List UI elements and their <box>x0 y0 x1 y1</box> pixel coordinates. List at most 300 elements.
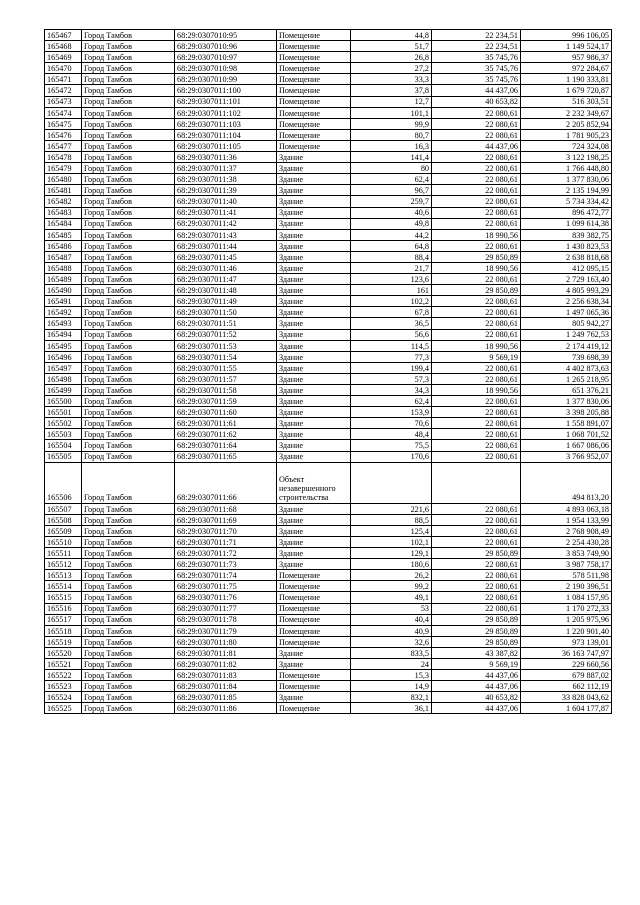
object-type-cell: Помещение <box>277 603 351 614</box>
specific-value-cell: 22 080,61 <box>432 329 521 340</box>
table-row <box>45 129 612 140</box>
table-row <box>45 74 612 85</box>
area-cell: 67,8 <box>351 307 432 318</box>
object-type-cell: Здание <box>277 329 351 340</box>
cadastral-value-cell: 578 511,98 <box>521 570 612 581</box>
row-number-cell: 165490 <box>45 285 82 296</box>
cadastral-value-cell: 2 135 194,99 <box>521 185 612 196</box>
city-name-cell: Город Тамбов <box>82 251 175 262</box>
object-type-cell: Здание <box>277 174 351 185</box>
cadastral-value-cell: 3 853 749,90 <box>521 548 612 559</box>
cadastral-value-cell: 3 398 205,88 <box>521 407 612 418</box>
area-cell: 26,8 <box>351 52 432 63</box>
cadastral-value-cell: 1 679 720,87 <box>521 85 612 96</box>
area-cell: 12,7 <box>351 96 432 107</box>
cadastral-value-cell: 1 954 133,99 <box>521 514 612 525</box>
city-name-cell: Город Тамбов <box>82 647 175 658</box>
area-cell: 180,6 <box>351 559 432 570</box>
area-cell: 75,5 <box>351 440 432 451</box>
cadastral-value-cell: 896 472,77 <box>521 207 612 218</box>
cadastral-value-cell: 1 667 086,06 <box>521 440 612 451</box>
cadastral-number-cell: 68:29:0307011:64 <box>175 440 277 451</box>
specific-value-cell: 22 080,61 <box>432 362 521 373</box>
cadastral-value-cell: 1 249 762,53 <box>521 329 612 340</box>
specific-value-cell: 29 850,89 <box>432 548 521 559</box>
city-name-cell: Город Тамбов <box>82 307 175 318</box>
specific-value-cell: 9 569,19 <box>432 351 521 362</box>
city-name-cell: Город Тамбов <box>82 429 175 440</box>
object-type-cell: Здание <box>277 185 351 196</box>
cadastral-number-cell: 68:29:0307011:82 <box>175 658 277 669</box>
table-row <box>45 603 612 614</box>
cadastral-value-cell: 1 604 177,87 <box>521 703 612 714</box>
table-row <box>45 514 612 525</box>
cadastral-number-cell: 68:29:0307011:61 <box>175 418 277 429</box>
specific-value-cell: 22 080,61 <box>432 218 521 229</box>
table-row <box>45 140 612 151</box>
cadastral-number-cell: 68:29:0307011:62 <box>175 429 277 440</box>
cadastral-number-cell: 68:29:0307011:80 <box>175 636 277 647</box>
object-type-cell: Помещение <box>277 140 351 151</box>
area-cell: 62,4 <box>351 396 432 407</box>
area-cell: 24 <box>351 658 432 669</box>
row-number-cell: 165492 <box>45 307 82 318</box>
object-type-cell: Объект незавершенного строительства <box>277 462 351 503</box>
cadastral-number-cell: 68:29:0307011:74 <box>175 570 277 581</box>
area-cell: 14,9 <box>351 681 432 692</box>
table-row <box>45 440 612 451</box>
row-number-cell: 165479 <box>45 163 82 174</box>
cadastral-value-cell: 973 139,01 <box>521 636 612 647</box>
area-cell: 125,4 <box>351 525 432 536</box>
city-name-cell: Город Тамбов <box>82 385 175 396</box>
cadastral-number-cell: 68:29:0307011:78 <box>175 614 277 625</box>
area-cell: 36,1 <box>351 703 432 714</box>
cadastral-number-cell: 68:29:0307011:83 <box>175 670 277 681</box>
city-name-cell: Город Тамбов <box>82 196 175 207</box>
cadastral-value-cell: 2 256 638,34 <box>521 296 612 307</box>
city-name-cell: Город Тамбов <box>82 218 175 229</box>
row-number-cell: 165518 <box>45 625 82 636</box>
cadastral-number-cell: 68:29:0307011:71 <box>175 536 277 547</box>
cadastral-number-cell: 68:29:0307011:42 <box>175 218 277 229</box>
cadastral-number-cell: 68:29:0307011:76 <box>175 592 277 603</box>
row-number-cell: 165480 <box>45 174 82 185</box>
table-row <box>45 207 612 218</box>
table-row <box>45 229 612 240</box>
area-cell: 36,5 <box>351 318 432 329</box>
specific-value-cell: 22 080,61 <box>432 129 521 140</box>
city-name-cell: Город Тамбов <box>82 96 175 107</box>
area-cell: 101,1 <box>351 107 432 118</box>
specific-value-cell: 22 080,61 <box>432 536 521 547</box>
row-number-cell: 165476 <box>45 129 82 140</box>
specific-value-cell: 22 080,61 <box>432 440 521 451</box>
object-type-cell: Здание <box>277 536 351 547</box>
table-row <box>45 418 612 429</box>
specific-value-cell: 22 080,61 <box>432 603 521 614</box>
row-number-cell: 165499 <box>45 385 82 396</box>
specific-value-cell: 22 080,61 <box>432 429 521 440</box>
cadastral-value-cell: 1 766 448,80 <box>521 163 612 174</box>
table-row <box>45 548 612 559</box>
row-number-cell: 165472 <box>45 85 82 96</box>
table-row <box>45 681 612 692</box>
cadastral-value-cell: 1 068 701,52 <box>521 429 612 440</box>
table-row <box>45 592 612 603</box>
cadastral-number-cell: 68:29:0307011:84 <box>175 681 277 692</box>
cadastral-value-cell: 839 382,75 <box>521 229 612 240</box>
specific-value-cell: 22 080,61 <box>432 396 521 407</box>
specific-value-cell: 22 080,61 <box>432 274 521 285</box>
cadastral-number-cell: 68:29:0307011:60 <box>175 407 277 418</box>
cadastral-value-cell: 1 099 614,38 <box>521 218 612 229</box>
cadastral-value-cell: 651 376,21 <box>521 385 612 396</box>
cadastral-value-cell: 1 220 901,40 <box>521 625 612 636</box>
city-name-cell: Город Тамбов <box>82 418 175 429</box>
area-cell: 40,6 <box>351 207 432 218</box>
row-number-cell: 165520 <box>45 647 82 658</box>
object-type-cell: Здание <box>277 207 351 218</box>
object-type-cell: Помещение <box>277 74 351 85</box>
city-name-cell: Город Тамбов <box>82 63 175 74</box>
area-cell: 80,7 <box>351 129 432 140</box>
specific-value-cell: 22 080,61 <box>432 559 521 570</box>
object-type-cell: Помещение <box>277 107 351 118</box>
object-type-cell: Помещение <box>277 41 351 52</box>
cadastral-value-cell: 229 660,56 <box>521 658 612 669</box>
specific-value-cell: 18 990,56 <box>432 340 521 351</box>
object-type-cell: Помещение <box>277 129 351 140</box>
object-type-cell: Здание <box>277 525 351 536</box>
table-row <box>45 536 612 547</box>
table-row <box>45 625 612 636</box>
object-type-cell: Здание <box>277 647 351 658</box>
cadastral-number-cell: 68:29:0307011:48 <box>175 285 277 296</box>
row-number-cell: 165507 <box>45 503 82 514</box>
object-type-cell: Здание <box>277 351 351 362</box>
object-type-cell: Здание <box>277 240 351 251</box>
row-number-cell: 165521 <box>45 658 82 669</box>
object-type-cell: Здание <box>277 514 351 525</box>
row-number-cell: 165496 <box>45 351 82 362</box>
city-name-cell: Город Тамбов <box>82 503 175 514</box>
object-type-cell: Помещение <box>277 681 351 692</box>
object-type-cell: Здание <box>277 658 351 669</box>
city-name-cell: Город Тамбов <box>82 636 175 647</box>
object-type-cell: Здание <box>277 396 351 407</box>
object-type-cell: Здание <box>277 407 351 418</box>
specific-value-cell: 22 080,61 <box>432 418 521 429</box>
object-type-cell: Здание <box>277 548 351 559</box>
cadastral-number-cell: 68:29:0307011:72 <box>175 548 277 559</box>
cadastral-number-cell: 68:29:0307011:101 <box>175 96 277 107</box>
specific-value-cell: 18 990,56 <box>432 385 521 396</box>
object-type-cell: Здание <box>277 274 351 285</box>
table-row <box>45 351 612 362</box>
specific-value-cell: 22 234,51 <box>432 30 521 41</box>
row-number-cell: 165497 <box>45 362 82 373</box>
object-type-cell: Помещение <box>277 670 351 681</box>
area-cell: 80 <box>351 163 432 174</box>
specific-value-cell: 22 234,51 <box>432 41 521 52</box>
cadastral-number-cell: 68:29:0307011:68 <box>175 503 277 514</box>
table-row <box>45 692 612 703</box>
row-number-cell: 165514 <box>45 581 82 592</box>
cadastral-number-cell: 68:29:0307011:65 <box>175 451 277 462</box>
area-cell: 51,7 <box>351 41 432 52</box>
cadastral-value-cell: 972 284,67 <box>521 63 612 74</box>
specific-value-cell: 22 080,61 <box>432 152 521 163</box>
row-number-cell: 165494 <box>45 329 82 340</box>
row-number-cell: 165491 <box>45 296 82 307</box>
object-type-cell: Здание <box>277 559 351 570</box>
cadastral-value-cell: 739 698,39 <box>521 351 612 362</box>
area-cell: 832,1 <box>351 692 432 703</box>
specific-value-cell: 44 437,06 <box>432 140 521 151</box>
cadastral-number-cell: 68:29:0307011:69 <box>175 514 277 525</box>
cadastral-value-cell: 516 303,51 <box>521 96 612 107</box>
area-cell: 49,8 <box>351 218 432 229</box>
object-type-cell: Здание <box>277 251 351 262</box>
city-name-cell: Город Тамбов <box>82 152 175 163</box>
object-type-cell: Помещение <box>277 52 351 63</box>
object-type-cell: Помещение <box>277 96 351 107</box>
area-cell: 15,3 <box>351 670 432 681</box>
table-row <box>45 396 612 407</box>
table-body <box>45 30 612 714</box>
cadastral-number-cell: 68:29:0307011:55 <box>175 362 277 373</box>
table-row <box>45 307 612 318</box>
object-type-cell: Здание <box>277 307 351 318</box>
city-name-cell: Город Тамбов <box>82 262 175 273</box>
cadastral-value-cell: 1 558 891,07 <box>521 418 612 429</box>
city-name-cell: Город Тамбов <box>82 118 175 129</box>
object-type-cell: Помещение <box>277 85 351 96</box>
table-row <box>45 163 612 174</box>
table-row <box>45 285 612 296</box>
specific-value-cell: 44 437,06 <box>432 670 521 681</box>
city-name-cell: Город Тамбов <box>82 163 175 174</box>
row-number-cell: 165495 <box>45 340 82 351</box>
table-row <box>45 30 612 41</box>
city-name-cell: Город Тамбов <box>82 451 175 462</box>
city-name-cell: Город Тамбов <box>82 559 175 570</box>
specific-value-cell: 22 080,61 <box>432 514 521 525</box>
specific-value-cell: 35 745,76 <box>432 63 521 74</box>
table-row <box>45 262 612 273</box>
object-type-cell: Помещение <box>277 30 351 41</box>
area-cell: 161 <box>351 285 432 296</box>
cadastral-number-cell: 68:29:0307011:44 <box>175 240 277 251</box>
table-row <box>45 462 612 503</box>
city-name-cell: Город Тамбов <box>82 603 175 614</box>
cadastral-number-cell: 68:29:0307011:38 <box>175 174 277 185</box>
table-row <box>45 41 612 52</box>
area-cell: 70,6 <box>351 418 432 429</box>
city-name-cell: Город Тамбов <box>82 329 175 340</box>
specific-value-cell: 22 080,61 <box>432 118 521 129</box>
city-name-cell: Город Тамбов <box>82 681 175 692</box>
cadastral-value-cell: 2 254 430,28 <box>521 536 612 547</box>
cadastral-number-cell: 68:29:0307010:96 <box>175 41 277 52</box>
area-cell: 141,4 <box>351 152 432 163</box>
city-name-cell: Город Тамбов <box>82 85 175 96</box>
specific-value-cell: 22 080,61 <box>432 503 521 514</box>
city-name-cell: Город Тамбов <box>82 52 175 63</box>
specific-value-cell: 22 080,61 <box>432 451 521 462</box>
city-name-cell: Город Тамбов <box>82 396 175 407</box>
area-cell: 21,7 <box>351 262 432 273</box>
area-cell: 88,5 <box>351 514 432 525</box>
table-row <box>45 373 612 384</box>
object-type-cell: Здание <box>277 229 351 240</box>
area-cell: 32,6 <box>351 636 432 647</box>
cadastral-number-cell: 68:29:0307010:99 <box>175 74 277 85</box>
row-number-cell: 165482 <box>45 196 82 207</box>
city-name-cell: Город Тамбов <box>82 185 175 196</box>
row-number-cell: 165478 <box>45 152 82 163</box>
table-row <box>45 196 612 207</box>
specific-value-cell: 9 569,19 <box>432 658 521 669</box>
object-type-cell: Здание <box>277 262 351 273</box>
table-row <box>45 525 612 536</box>
cadastral-value-cell: 1 377 830,06 <box>521 396 612 407</box>
row-number-cell: 165525 <box>45 703 82 714</box>
cadastral-number-cell: 68:29:0307011:39 <box>175 185 277 196</box>
specific-value-cell: 43 387,82 <box>432 647 521 658</box>
cadastral-value-cell: 1 190 333,81 <box>521 74 612 85</box>
row-number-cell: 165483 <box>45 207 82 218</box>
city-name-cell: Город Тамбов <box>82 703 175 714</box>
table-row <box>45 85 612 96</box>
cadastral-number-cell: 68:29:0307011:47 <box>175 274 277 285</box>
object-type-cell: Здание <box>277 318 351 329</box>
row-number-cell: 165519 <box>45 636 82 647</box>
table-row <box>45 570 612 581</box>
table-row <box>45 329 612 340</box>
specific-value-cell: 22 080,61 <box>432 296 521 307</box>
cadastral-number-cell: 68:29:0307011:70 <box>175 525 277 536</box>
table-row <box>45 152 612 163</box>
cadastral-number-cell: 68:29:0307010:98 <box>175 63 277 74</box>
area-cell: 833,5 <box>351 647 432 658</box>
object-type-cell: Здание <box>277 196 351 207</box>
cadastral-value-cell: 1 084 157,95 <box>521 592 612 603</box>
city-name-cell: Город Тамбов <box>82 592 175 603</box>
area-cell: 199,4 <box>351 362 432 373</box>
area-cell: 123,6 <box>351 274 432 285</box>
table-row <box>45 318 612 329</box>
city-name-cell: Город Тамбов <box>82 462 175 503</box>
city-name-cell: Город Тамбов <box>82 658 175 669</box>
row-number-cell: 165470 <box>45 63 82 74</box>
area-cell: 26,2 <box>351 570 432 581</box>
row-number-cell: 165488 <box>45 262 82 273</box>
area-cell <box>351 462 432 503</box>
area-cell: 96,7 <box>351 185 432 196</box>
cadastral-number-cell: 68:29:0307011:100 <box>175 85 277 96</box>
cadastral-value-cell: 996 106,05 <box>521 30 612 41</box>
cadastral-number-cell: 68:29:0307011:105 <box>175 140 277 151</box>
cadastral-value-cell: 4 402 873,63 <box>521 362 612 373</box>
row-number-cell: 165523 <box>45 681 82 692</box>
table-row <box>45 636 612 647</box>
area-cell: 56,6 <box>351 329 432 340</box>
row-number-cell: 165516 <box>45 603 82 614</box>
table-row <box>45 385 612 396</box>
city-name-cell: Город Тамбов <box>82 296 175 307</box>
city-name-cell: Город Тамбов <box>82 129 175 140</box>
cadastral-number-cell: 68:29:0307011:75 <box>175 581 277 592</box>
row-number-cell: 165508 <box>45 514 82 525</box>
cadastral-number-cell: 68:29:0307011:86 <box>175 703 277 714</box>
cadastral-number-cell: 68:29:0307011:49 <box>175 296 277 307</box>
cadastral-value-cell: 3 122 198,25 <box>521 152 612 163</box>
table-row <box>45 52 612 63</box>
cadastral-value-cell: 805 942,27 <box>521 318 612 329</box>
cadastral-value-cell: 1 205 975,96 <box>521 614 612 625</box>
specific-value-cell: 22 080,61 <box>432 185 521 196</box>
area-cell: 34,3 <box>351 385 432 396</box>
cadastral-number-cell: 68:29:0307011:45 <box>175 251 277 262</box>
cadastral-number-cell: 68:29:0307011:46 <box>175 262 277 273</box>
object-type-cell: Здание <box>277 503 351 514</box>
row-number-cell: 165512 <box>45 559 82 570</box>
cadastral-number-cell: 68:29:0307011:81 <box>175 647 277 658</box>
cadastral-value-cell: 1 265 218,95 <box>521 373 612 384</box>
specific-value-cell: 29 850,89 <box>432 614 521 625</box>
specific-value-cell: 35 745,76 <box>432 74 521 85</box>
object-type-cell: Здание <box>277 218 351 229</box>
table-row <box>45 118 612 129</box>
cadastral-value-cell: 5 734 334,42 <box>521 196 612 207</box>
cadastral-number-cell: 68:29:0307011:43 <box>175 229 277 240</box>
specific-value-cell: 40 653,82 <box>432 692 521 703</box>
object-type-cell: Здание <box>277 285 351 296</box>
specific-value-cell: 44 437,06 <box>432 703 521 714</box>
specific-value-cell: 44 437,06 <box>432 681 521 692</box>
cadastral-value-cell: 36 163 747,97 <box>521 647 612 658</box>
table-row <box>45 407 612 418</box>
table-row <box>45 63 612 74</box>
area-cell: 221,6 <box>351 503 432 514</box>
object-type-cell: Здание <box>277 163 351 174</box>
cadastral-value-cell: 679 887,02 <box>521 670 612 681</box>
specific-value-cell: 35 745,76 <box>432 52 521 63</box>
cadastral-value-cell: 2 729 163,40 <box>521 274 612 285</box>
area-cell: 16,3 <box>351 140 432 151</box>
object-type-cell: Здание <box>277 429 351 440</box>
city-name-cell: Город Тамбов <box>82 274 175 285</box>
cadastral-number-cell: 68:29:0307011:57 <box>175 373 277 384</box>
cadastral-number-cell: 68:29:0307011:52 <box>175 329 277 340</box>
row-number-cell: 165513 <box>45 570 82 581</box>
row-number-cell: 165473 <box>45 96 82 107</box>
cadastral-number-cell: 68:29:0307011:79 <box>175 625 277 636</box>
row-number-cell: 165471 <box>45 74 82 85</box>
row-number-cell: 165502 <box>45 418 82 429</box>
table-row <box>45 647 612 658</box>
cadastral-number-cell: 68:29:0307011:104 <box>175 129 277 140</box>
row-number-cell: 165486 <box>45 240 82 251</box>
specific-value-cell: 22 080,61 <box>432 525 521 536</box>
row-number-cell: 165505 <box>45 451 82 462</box>
object-type-cell: Помещение <box>277 703 351 714</box>
specific-value-cell: 22 080,61 <box>432 107 521 118</box>
table-row <box>45 185 612 196</box>
city-name-cell: Город Тамбов <box>82 207 175 218</box>
